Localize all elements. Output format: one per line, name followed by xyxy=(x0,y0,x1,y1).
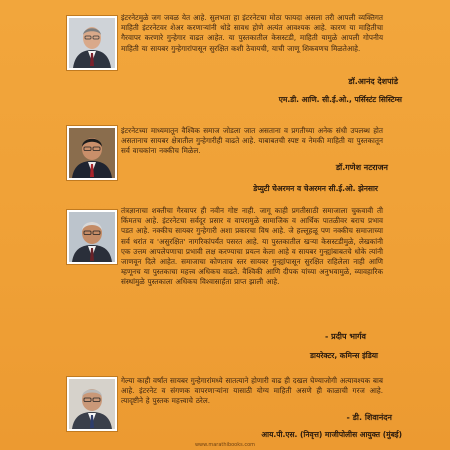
portrait-4-image xyxy=(69,379,115,429)
testimonial-author-name: डॉ.गणेश नटराजन xyxy=(335,163,388,172)
portrait-1-image xyxy=(69,18,115,68)
testimonial-text: तंत्रज्ञानाचा शक्तीचा गैरवापर ही नवीन गोष्ट नाही. जागू काही प्रगतीसाठी समाजाला चुकवावी ती किंमतच आहे. इंटरनेटचा सर्वदूर प्रसार व वापरामुळे सामाजिक व आर्थिक पातळीवर बराच प्रभाव पडत आहे. नक्कीच सायबर गुन्हेगारी अशा प्रकारचा विष आहे. जे हल्लूहळू पण नक्कीच समाजाच्या सर्व थरांत व 'असुरक्षित' नागरिकांपर्यंत पसरत आहे. या पुस्तकातील खऱ्या केसस्टडीमुळे, लेखकांनी एक उत्तम आपलेपणाचा प्रभावी लक्ष करण्याचा प्रयत्न केला आहे व सायबर गुन्ह्यांबाबतचे धोके त्यांनी जाणवून दिले आहेत. समाजाचा कोणताच स्तर सायबर गुन्ह्यांपासून सुरक्षित राहिलेला नाही आणि म्हणूनच या पुस्तकाचा महत्त्व अधिकच वाढते. वैश्विकी आणि दीपक यांच्या अनुभवामुळे, व्यावहारिक संस्थांमुळे पुस्तकाला अधिकच विश्वासार्हता प्राप्त झाली आहे. xyxy=(121,206,383,287)
testimonial-text: इंटरनेटमुळे जग जवळ येत आहे. सुलभता हा इंटरनेटचा मोठा फायदा असला तरी आपली व्यक्तिगत माहिती इंटरनेटवर शेअर करणाऱ्यांनी थोडे सावध होणे अत्यंत आवश्यक आहे. कारण या माहितीचा गैरवापर करणारे गुन्हेगार वाढत आहेत. या पुस्तकातील केसस्टडी, माहिती यामुळे आपली गोपनीय माहिती या सायबर गुन्हेगारांपासून सुरक्षित कशी ठेवायची, याची जाणू शिकवणच मिळतेआहे. xyxy=(121,13,383,53)
portrait-photo xyxy=(67,126,117,180)
portrait-photo xyxy=(67,377,117,431)
testimonial-text: इंटरनेटच्या माध्यमातून वैश्विक समाज जोडला जात असताना व प्रगतीच्या अनेक संधी उपलब्ध होत असतानाच सायबर क्षेत्रातील गुन्हेगारीही वाढते आहे. याबाबतची स्पष्ट व नेमकी माहिती या पुस्तकातून सर्व वाचकांना नक्कीच मिळेल. xyxy=(121,126,383,156)
portrait-photo xyxy=(67,16,117,70)
portrait-photo xyxy=(67,210,117,264)
testimonial-author-role: डायरेक्टर, कमिन्स इंडिया xyxy=(310,351,378,360)
testimonial-author-name: - डी. शिवानंदन xyxy=(346,413,392,422)
testimonial-text: गेल्या काही वर्षांत सायबर गुन्हेगारांमध्ये सातत्याने होणारी वाढ ही दखल घेण्याजोगी अत्यावश्यक बाब आहे. इंटरनेट व संगणक वापरणाऱ्यांना यासाठी योग्य माहिती असणे ही काळाची गरज आहे. त्यादृष्टीने हे पुस्तक महत्त्वाचे ठरेल. xyxy=(121,376,383,406)
portrait-2-image xyxy=(69,128,115,178)
portrait-3-image xyxy=(69,212,115,262)
testimonial-author-role: आय.पी.एस. (निवृत्त) माजीपोलीस आयुक्त (मुंबई) xyxy=(261,430,402,439)
testimonial-author-name: - प्रदीप भार्गव xyxy=(325,332,366,341)
testimonial-author-role: एम.डी. आणि. सी.ई.ओ., पर्सिस्टंट सिस्टिम्स xyxy=(278,95,402,104)
footer-url: www.marathibooks.com xyxy=(194,442,256,448)
testimonial-author-role: डेप्युटी चेअरमन व चेअरमन सी.ई.ओ. झेनसार xyxy=(253,184,378,193)
testimonial-author-name: डॉ.आनंद देशपांडे xyxy=(348,77,398,86)
